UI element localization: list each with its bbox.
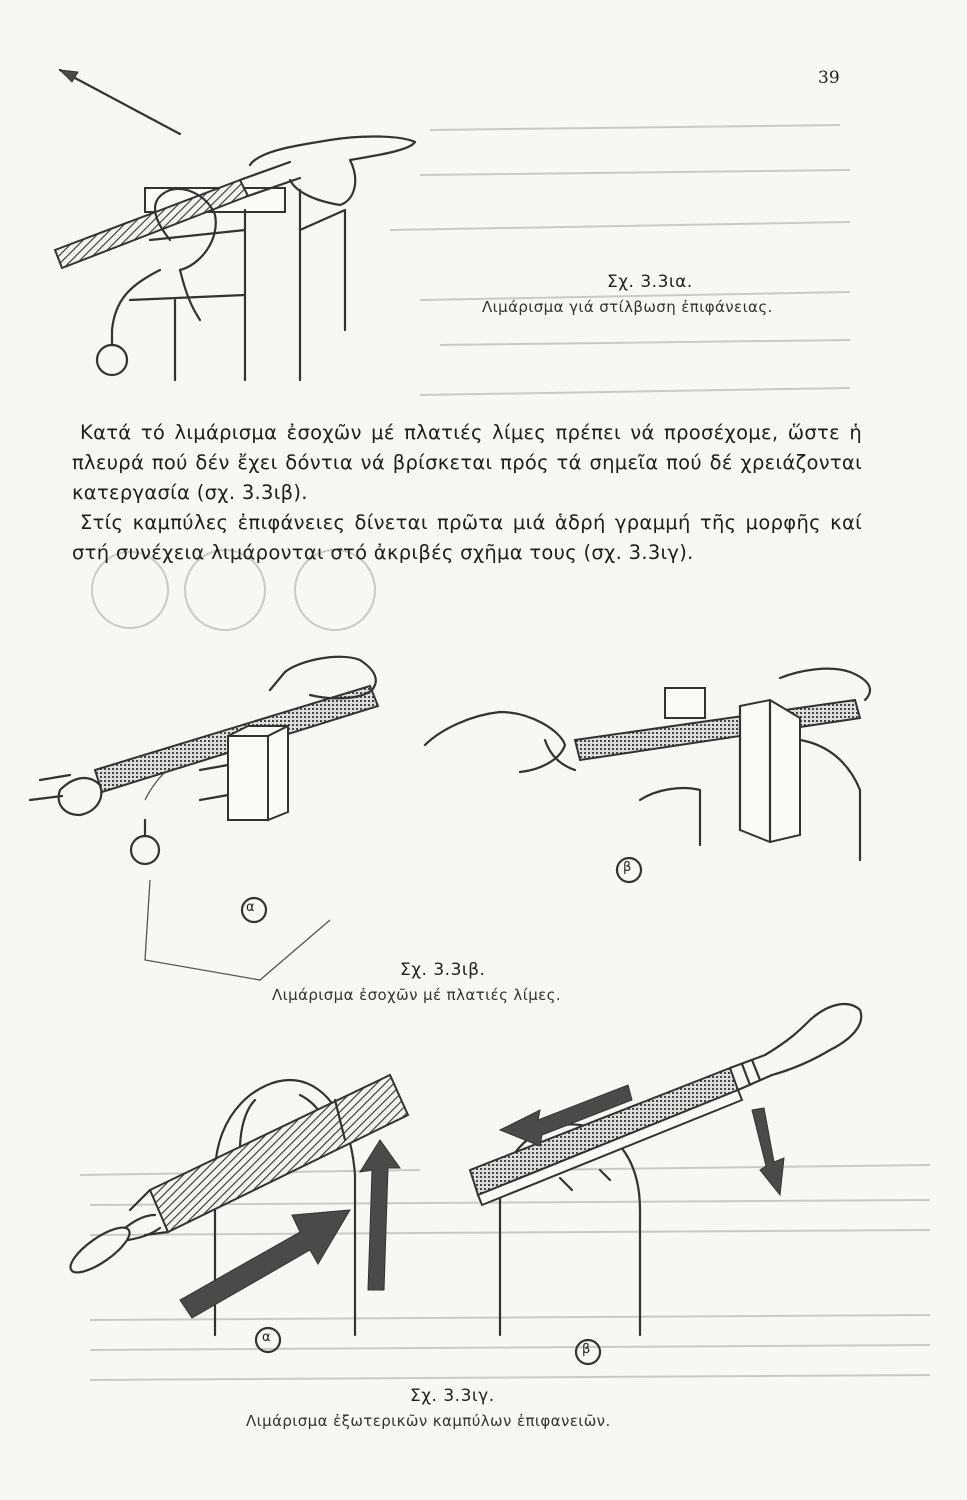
down-arrow-icon bbox=[752, 1108, 784, 1195]
marker-a-label: α bbox=[246, 900, 255, 915]
figure-3-3ib-caption: Λιμάρισμα ἐσοχῶν μέ πλατιές λίμες. bbox=[272, 986, 562, 1004]
figure-3-3ib-label: Σχ. 3.3ιβ. bbox=[400, 960, 486, 980]
figure-3-3ia-drawing bbox=[55, 70, 415, 380]
paragraph-2: Στίς καμπύλες ἐπιφάνειες δίνεται πρῶτα μιά ἁδρή γραμμή τῆς μορφῆς καί στή συνέχεια λιμάρονται στό ἀκριβές σχῆμα τους (σχ. 3.3ιγ). bbox=[72, 511, 862, 564]
figure-3-3ia-caption: Λιμάρισμα γιά στίλβωση ἐπιφάνειας. bbox=[482, 298, 773, 316]
figure-3-3ia-label: Σχ. 3.3ια. bbox=[607, 272, 693, 292]
marker-b-label: β bbox=[623, 860, 632, 875]
figure-3-3ig-b-drawing bbox=[470, 1004, 861, 1335]
push-arrow-icon bbox=[180, 1210, 350, 1318]
direction-arrow-icon bbox=[60, 70, 78, 82]
figure-3-3ig-caption: Λιμάρισμα ἐξωτερικῶν καμπύλων ἐπιφανειῶν. bbox=[246, 1412, 611, 1430]
figure-3-3ib-b-drawing bbox=[425, 669, 870, 860]
figure-3-3ib-a-drawing bbox=[30, 657, 378, 980]
figure-3-3ig-label: Σχ. 3.3ιγ. bbox=[410, 1386, 495, 1406]
body-text bbox=[72, 418, 862, 568]
paragraph-1: Κατά τό λιμάρισμα ἐσοχῶν μέ πλατιές λίμες πρέπει νά προσέχομε, ὥστε ἡ πλευρά πού δέν ἔχει δόντια νά βρίσκεται πρός τά σημεῖα πού δέ χρειάζονται κατεργασία (σχ. 3.3ιβ). bbox=[72, 421, 862, 504]
marker-a-label-2: α bbox=[262, 1330, 271, 1345]
rotate-arrow-icon bbox=[360, 1140, 400, 1290]
page-number: 39 bbox=[818, 68, 840, 88]
marker-b-label-2: β bbox=[582, 1342, 591, 1357]
